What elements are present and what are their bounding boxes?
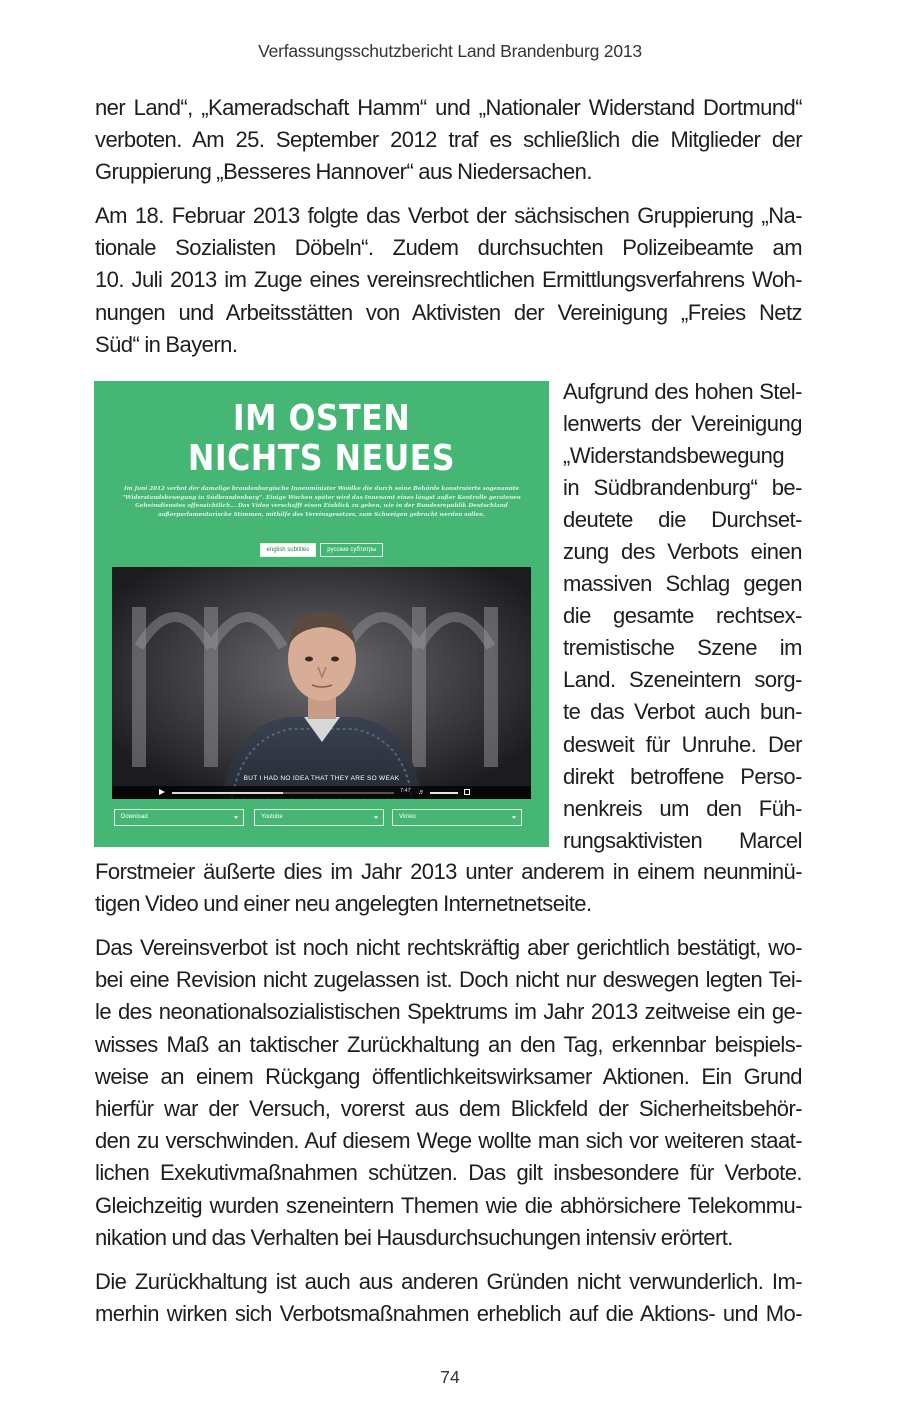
- video-player[interactable]: [112, 567, 531, 799]
- text-line: 10. Juli 2013 im Zuge eines vereinsrechtlichen Ermittlungsverfahrens Woh-: [95, 267, 802, 293]
- caret-down-icon: [512, 816, 516, 819]
- page-number: 74: [440, 1367, 460, 1387]
- text-line: Aufgrund des hohen Stel-: [563, 379, 802, 404]
- subtitle-language-buttons: [94, 543, 549, 557]
- text-line: nenkreis um den Füh-: [563, 795, 802, 821]
- text-line: Am 18. Februar 2013 folgte das Verbot der sächsischen Gruppierung „Na-: [95, 203, 802, 228]
- volume-icon[interactable]: ♬: [418, 788, 425, 796]
- text-line: tionale Sozialisten Döbeln“. Zudem durchsuchten Polizeibeamte am: [95, 235, 802, 261]
- text-line: Die Zurückhaltung ist auch aus anderen Gründen nicht verwunderlich. Im-: [95, 1269, 802, 1294]
- text-line: verboten. Am 25. September 2012 traf es schließlich die Mitglieder der: [95, 127, 802, 153]
- text-line: hierfür war der Versuch, vorerst aus dem Blickfeld der Sicherheitsbehör-: [95, 1096, 802, 1122]
- text-line: merhin wirken sich Verbotsmaßnahmen erheblich auf die Aktions- und Mo-: [95, 1301, 802, 1327]
- text-line: Das Vereinsverbot ist noch nicht rechtskräftig aber gerichtlich bestätigt, wo-: [95, 935, 802, 960]
- text-line: rungsaktivisten Marcel: [563, 827, 802, 853]
- video-frame: [112, 567, 531, 799]
- text-line: massiven Schlag gegen: [563, 571, 802, 597]
- vimeo-dropdown[interactable]: [392, 809, 522, 826]
- text-line: le des neonationalsozialistischen Spektrums im Jahr 2013 zeitweise ein ge-: [95, 999, 802, 1025]
- paragraph-1: [95, 92, 802, 189]
- text-line: nikation und das Verhalten bei Hausdurchsuchungen intensiv erörtert.: [95, 1224, 733, 1250]
- fullscreen-icon[interactable]: [464, 789, 470, 795]
- text-line: lichen Exekutivmaßnahmen schützen. Das gilt insbesondere für Verbote.: [95, 1160, 802, 1186]
- russian-subtitles-button[interactable]: русские субтитры: [320, 543, 383, 557]
- play-icon[interactable]: [159, 789, 165, 795]
- paragraph-3-continued: [95, 856, 802, 920]
- dropdown-label: Vimeo: [399, 814, 416, 820]
- text-line: tremistische Szene im: [563, 635, 802, 661]
- video-controls: [112, 786, 531, 799]
- text-line: den zu verschwinden. Auf diesem Wege wollte man sich vor weiteren staat-: [95, 1128, 802, 1154]
- text-line: ner Land“, „Kameradschaft Hamm“ und „Nationaler Widerstand Dortmund“: [95, 95, 802, 120]
- dropdown-label: Youtube: [261, 814, 283, 820]
- figure-title-line: IM OSTEN: [232, 398, 411, 439]
- paragraph-2: [95, 200, 802, 361]
- text-line: lenwerts der Vereinigung: [563, 411, 802, 437]
- paragraph-3-beside-figure: [563, 376, 802, 857]
- text-line: „Widerstandsbewegung: [563, 443, 785, 469]
- video-subtitle: BUT I HAD NO IDEA THAT THEY ARE SO WEAK: [243, 775, 400, 782]
- text-line: weise an einem Rückgang öffentlichkeitswirksamer Aktionen. Ein Grund: [95, 1063, 802, 1089]
- text-line: wisses Maß an taktischer Zurückhaltung an den Tag, erkennbar beispiels-: [95, 1031, 802, 1057]
- running-header: Verfassungsschutzbericht Land Brandenburg 2013: [258, 41, 642, 61]
- paragraph-4: [95, 932, 802, 1254]
- youtube-dropdown[interactable]: [254, 809, 384, 826]
- caret-down-icon: [374, 816, 378, 819]
- text-line: te das Verbot auch bun-: [563, 699, 802, 725]
- dropdown-label: Download: [121, 814, 148, 820]
- text-line: tigen Video und einer neu angelegten Internetnetseite.: [95, 891, 592, 917]
- volume-slider[interactable]: [430, 792, 458, 794]
- progress-bar[interactable]: [172, 792, 394, 794]
- progress-fill: [172, 792, 283, 794]
- caret-down-icon: [234, 816, 238, 819]
- text-line: Land. Szeneintern sorg-: [563, 667, 802, 693]
- text-line: zung des Verbots einen: [563, 539, 802, 565]
- text-line: nungen und Arbeitsstätten von Aktivisten der Vereinigung „Freies Netz: [95, 299, 802, 325]
- english-subtitles-button[interactable]: english subtitles: [260, 543, 317, 557]
- video-screenshot-figure: [94, 381, 549, 847]
- figure-title-line: NICHTS NEUES: [187, 438, 456, 479]
- download-dropdown[interactable]: [114, 809, 244, 826]
- text-line: bei eine Revision nicht zugelassen ist. Doch nicht nur deswegen legten Tei-: [95, 967, 802, 993]
- text-line: Süd“ in Bayern.: [95, 331, 238, 357]
- paragraph-5: [95, 1266, 802, 1330]
- text-line: Gleichzeitig wurden szeneintern Themen wie die abhörsichere Telekommu-: [95, 1192, 802, 1218]
- figure-title: [121, 399, 521, 479]
- text-line: in Südbrandenburg“ be-: [563, 475, 802, 501]
- video-time: 7:47: [400, 788, 411, 794]
- figure-dropdowns: [112, 809, 531, 829]
- text-line: Gruppierung „Besseres Hannover“ aus Niedersachen.: [95, 159, 592, 185]
- text-line: Forstmeier äußerte dies im Jahr 2013 unter anderem in einem neunminü-: [95, 859, 802, 884]
- text-line: deutete die Durchset-: [563, 507, 802, 533]
- text-line: desweit für Unruhe. Der: [563, 731, 802, 757]
- text-line: die gesamte rechtsex-: [563, 603, 802, 629]
- figure-blurb: Im Juni 2012 verbot der damalige brandenburgische Innenminister Woidke die durch seine Behörde konstruierte sogenannte "Widerstandsbewegung in Südbrandenburg". Einige Wochen später wird das Innenamt eines längst außer Kontrolle geratenen Geheimdienstes offensichtlich... Das Video verschafft einen Einblick zu geben, wie in der Bundesrepublik Deutschland außerparlamentarische Stimmen, mithilfe des Vereinsgesetzes, zum Schweigen gebracht werden sollen.: [122, 486, 521, 518]
- text-line: direkt betroffene Perso-: [563, 763, 802, 789]
